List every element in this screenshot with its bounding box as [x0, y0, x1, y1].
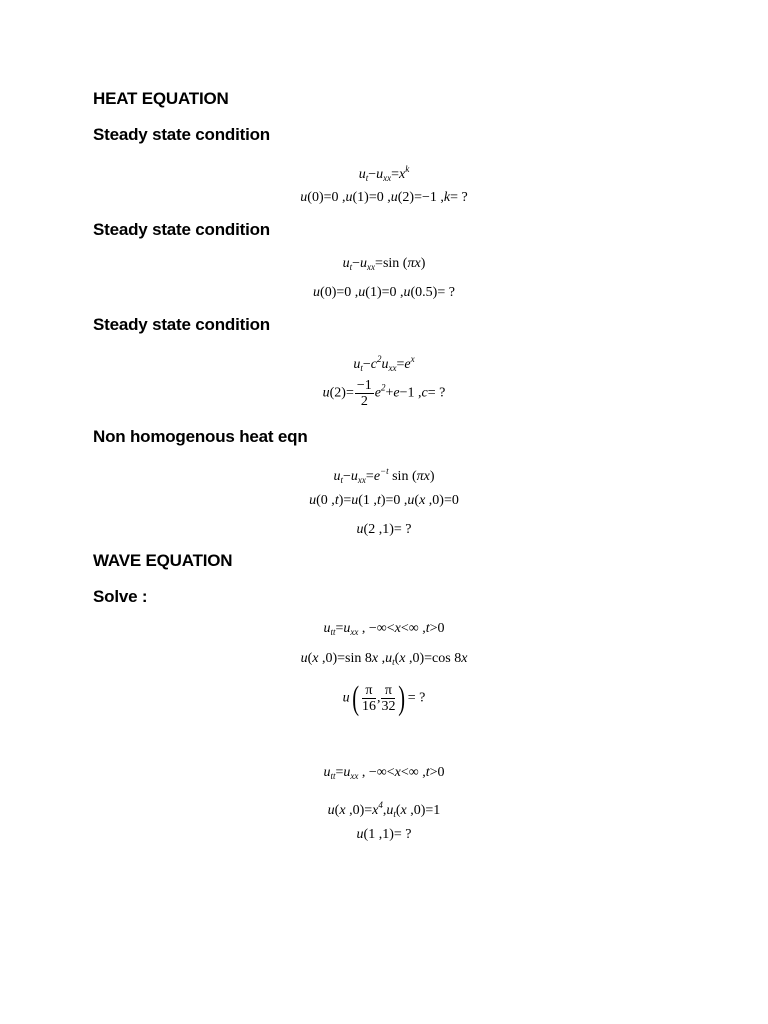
equation-pde-4: $u_t-u_{xx}=e^{-t}$ sin (πx) [333, 466, 435, 485]
equation-conditions-5: u(x ,0)=sin 8x $,u_t(x$ ,0)=cos 8x [300, 651, 468, 667]
equation-pde-3: $u_t-c^2u_{xx}=e^x$ [353, 354, 415, 373]
heading-steady-state-1: Steady state condition [93, 125, 270, 144]
equation-conditions-1: u(0)=0 ,u(1)=0 ,u(2)=−1 ,k= ? [300, 190, 468, 205]
heading-solve: Solve : [93, 587, 148, 606]
equation-conditions-3: u(2)= $\frac{-1}{2}$ $e^2+e-1$ ,c= ? [322, 378, 446, 409]
heading-wave-equation: WAVE EQUATION [93, 551, 233, 570]
heading-non-homogenous: Non homogenous heat eqn [93, 427, 308, 446]
equation-pde-2: $u_t-u_{xx}=\sin$ (πx) [342, 256, 426, 272]
equation-pde-1: $u_t-u_{xx}=x^k$ [358, 164, 410, 183]
heading-steady-state-2: Steady state condition [93, 220, 270, 239]
equation-conditions-4: u(0 ,t)=u(1 ,t)=0 ,u(x ,0)=0 [309, 493, 459, 508]
equation-query-6: u(1 ,1)= ? [356, 827, 412, 842]
heading-heat-equation: HEAT EQUATION [93, 89, 229, 108]
equation-pde-6: $u_{tt}=u_{xx}$ , −∞<x<∞ ,t>0 [323, 765, 445, 781]
equation-pde-5: $u_{tt}=u_{xx}$ , −∞<x<∞ ,t>0 [323, 621, 445, 637]
heading-steady-state-3: Steady state condition [93, 315, 270, 334]
equation-conditions-2: u(0)=0 ,u(1)=0 ,u(0.5)= ? [313, 285, 455, 300]
equation-query-5: u( $\frac{\pi}{16}$ , $\frac{\pi}{32}$ ) = ? [342, 679, 426, 717]
equation-conditions-6: u(x $,0)=x^4,u_t(x$ ,0)=1 [327, 800, 441, 819]
equation-query-4: u(2 ,1)= ? [356, 522, 412, 537]
